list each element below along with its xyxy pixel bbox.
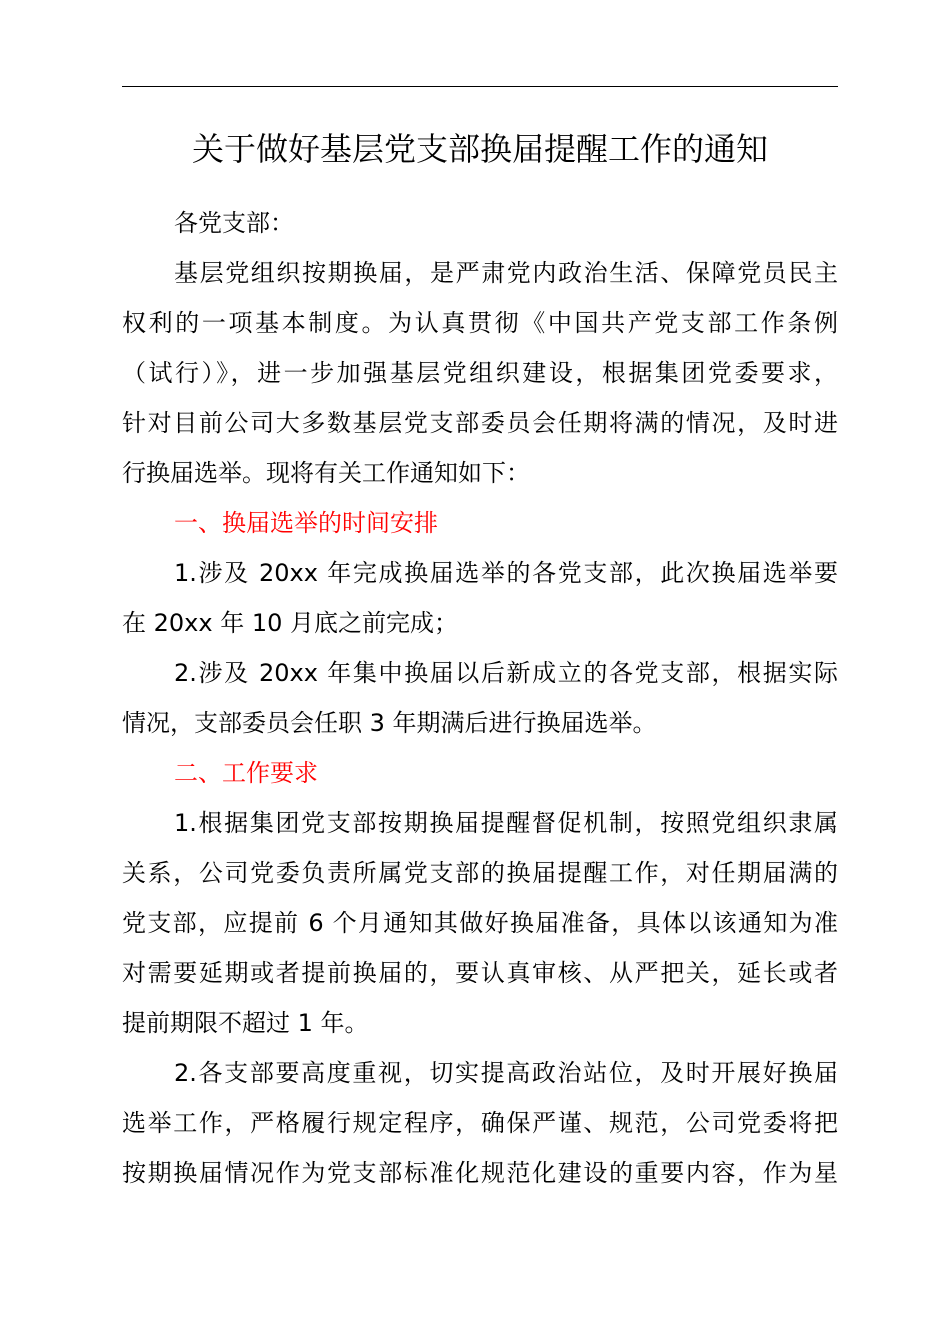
paragraph-line: 在 20xx 年 10 月底之前完成； — [122, 609, 458, 637]
document-body — [122, 198, 838, 1198]
paragraph-line: 2.涉及 20xx 年集中换届以后新成立的各党支部，根据实际 — [174, 659, 838, 687]
paragraph-line: 情况，支部委员会任职 3 年期满后进行换届选举。 — [122, 709, 657, 737]
paragraph-line: 基层党组织按期换届，是严肃党内政治生活、保障党员民主 — [174, 259, 838, 287]
header-divider — [122, 86, 838, 87]
paragraph-line: 选举工作，严格履行规定程序，确保严谨、规范，公司党委将把 — [122, 1109, 838, 1137]
paragraph-line: 2.各支部要高度重视，切实提高政治站位，及时开展好换届 — [174, 1059, 838, 1087]
paragraph-line: 对需要延期或者提前换届的，要认真审核、从严把关，延长或者 — [122, 959, 838, 987]
intro-paragraph — [122, 248, 838, 498]
paragraph-line: 1.涉及 20xx 年完成换届选举的各党支部，此次换届选举要 — [174, 559, 838, 587]
paragraph-line: （试行）》，进一步加强基层党组织建设，根据集团党委要求， — [122, 359, 838, 387]
paragraph-line: 针对目前公司大多数基层党支部委员会任期将满的情况，及时进 — [122, 409, 838, 437]
schedule-item-1 — [122, 548, 838, 648]
paragraph-line: 权利的一项基本制度。为认真贯彻《中国共产党支部工作条例 — [122, 309, 838, 337]
schedule-item-2 — [122, 648, 838, 748]
salutation: 各党支部： — [174, 209, 294, 237]
paragraph-line: 党支部，应提前 6 个月通知其做好换届准备，具体以该通知为准 — [122, 909, 838, 937]
requirement-item-1 — [122, 798, 838, 1048]
requirement-item-2 — [122, 1048, 838, 1198]
paragraph-line: 关系，公司党委负责所属党支部的换届提醒工作，对任期届满的 — [122, 859, 838, 887]
paragraph-line: 1.根据集团党支部按期换届提醒督促机制，按照党组织隶属 — [174, 809, 838, 837]
paragraph-line: 按期换届情况作为党支部标准化规范化建设的重要内容，作为星 — [122, 1159, 838, 1187]
section-heading-requirements: 二、工作要求 — [174, 759, 318, 787]
paragraph-line: 提前期限不超过 1 年。 — [122, 1009, 369, 1037]
document-title: 关于做好基层党支部换届提醒工作的通知 — [191, 130, 768, 168]
section-heading-schedule: 一、换届选举的时间安排 — [174, 509, 438, 537]
paragraph-line: 行换届选举。现将有关工作通知如下： — [122, 459, 530, 487]
